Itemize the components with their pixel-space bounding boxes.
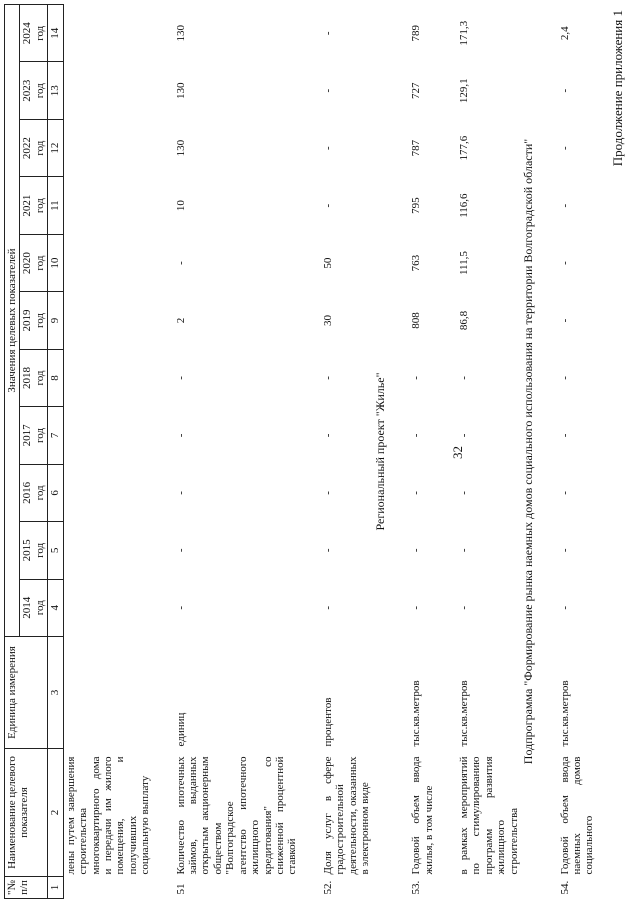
header-year-number: 2015 <box>21 539 34 562</box>
indicator-value: - <box>321 605 334 610</box>
header-year <box>20 407 48 464</box>
header-year <box>20 579 48 636</box>
indicator-value <box>63 464 152 521</box>
table-row <box>153 5 300 899</box>
column-number: 4 <box>48 579 63 636</box>
indicator-value: - <box>174 376 187 380</box>
indicator-value: - <box>558 318 571 323</box>
section-heading: Региональный проект "Жилье" <box>372 372 387 531</box>
indicator-name: Доля услуг в сфере градостроительной деятельности, оказанных в электронном виде <box>321 756 372 875</box>
column-number: 2 <box>48 749 63 877</box>
indicator-name: лены путем завершения строительства многоквартирного дома и передачи им жилого помещения, и получивших социальную выплату <box>64 756 152 875</box>
row-number <box>63 877 152 899</box>
table-row <box>63 5 152 899</box>
indicator-value: 795 <box>410 197 423 214</box>
indicator-value: 808 <box>410 312 423 329</box>
indicator-value: - <box>410 433 423 438</box>
indicator-value: 10 <box>174 200 187 212</box>
header-year <box>20 5 48 62</box>
indicator-value: - <box>321 548 334 553</box>
header-number: "№ п/п <box>5 877 48 899</box>
row-number: 51 <box>174 883 187 895</box>
indicator-value: - <box>558 605 571 610</box>
header-year-suffix: год <box>33 370 46 386</box>
indicator-value: 763 <box>410 254 423 272</box>
header-year <box>20 522 48 579</box>
indicator-value: 171,3 <box>457 20 470 46</box>
indicator-value: - <box>321 376 334 380</box>
header-year-number: 2024 <box>21 22 34 45</box>
indicator-value: 787 <box>410 139 423 157</box>
header-year-number: 2016 <box>21 481 34 504</box>
indicator-value: 111,5 <box>457 251 470 276</box>
indicator-value: - <box>174 548 187 553</box>
indicator-value <box>63 522 152 579</box>
header-year-suffix: год <box>33 83 46 99</box>
header-year-suffix: год <box>33 313 46 329</box>
column-number: 8 <box>48 349 63 406</box>
indicator-value <box>63 5 152 62</box>
column-number: 1 <box>48 877 63 899</box>
indicator-name: Количество ипотечных займов, выданных открытым акционерным обществом "Волгоградское агентство ипотечного жилищного кредитования" со сниженной процентной ставкой <box>174 756 299 875</box>
indicator-value: - <box>410 376 423 380</box>
continuation-label: Продолжение приложения 1 <box>610 10 625 167</box>
indicator-value: - <box>558 146 571 150</box>
column-number: 14 <box>48 5 63 62</box>
row-number <box>436 877 521 899</box>
header-unit: Единица измерения <box>5 637 48 749</box>
row-number: 54. <box>558 880 571 895</box>
page-number: 32 <box>450 446 465 459</box>
section-heading-row <box>521 5 537 899</box>
indicator-value <box>63 234 152 291</box>
column-number: 5 <box>48 522 63 579</box>
indicator-value: - <box>410 491 423 495</box>
unit: единиц <box>174 712 187 747</box>
header-year-number: 2023 <box>21 79 34 102</box>
header-year <box>20 292 48 349</box>
section-heading-row <box>373 5 389 899</box>
indicator-value: - <box>457 548 470 553</box>
indicator-name: в рамках мероприятий по стимулированию программ развития жилищного строительства <box>457 756 520 875</box>
indicator-value: - <box>321 433 334 438</box>
indicator-value: 789 <box>410 24 423 42</box>
header-year-suffix: год <box>33 140 46 156</box>
indicator-value: 129,1 <box>457 78 470 104</box>
indicator-value <box>63 119 152 176</box>
indicator-value: 177,6 <box>457 135 470 161</box>
unit: процентов <box>321 697 334 747</box>
indicator-value: - <box>321 203 334 208</box>
header-year-suffix: год <box>33 485 46 501</box>
header-year-number: 2017 <box>21 424 34 447</box>
header-year-suffix: год <box>33 600 46 616</box>
header-year-number: 2020 <box>21 252 34 275</box>
column-number: 7 <box>48 407 63 464</box>
header-year-number: 2022 <box>21 137 34 160</box>
indicator-value <box>63 579 152 636</box>
indicator-value: - <box>174 491 187 495</box>
header-year-number: 2014 <box>21 596 34 619</box>
column-number: 11 <box>48 177 63 234</box>
indicator-value: - <box>457 605 470 610</box>
unit: тыс.кв.метров <box>410 680 423 747</box>
unit: тыс.кв.метров <box>457 680 470 747</box>
header-year-suffix: год <box>33 427 46 443</box>
column-number: 13 <box>48 62 63 119</box>
header-name: Наименование целевого показателя <box>5 749 48 877</box>
header-values-group: Значения целевых показателей <box>5 5 20 637</box>
table-row <box>388 5 436 899</box>
section-heading: Подпрограмма "Формирование рынка наемных домов социального использования на территории Волгоградской области" <box>521 138 536 765</box>
header-year <box>20 119 48 176</box>
table-row <box>537 5 597 899</box>
table-row <box>436 5 521 899</box>
row-number: 53. <box>410 880 423 895</box>
indicator-value: - <box>410 548 423 553</box>
indicator-value: - <box>457 376 470 380</box>
indicator-value: - <box>457 433 470 438</box>
header-year-suffix: год <box>33 25 46 41</box>
column-numbers-row <box>48 5 63 899</box>
indicator-value: 130 <box>174 139 187 157</box>
indicator-value <box>63 349 152 406</box>
indicator-value: 130 <box>174 82 187 99</box>
indicator-value: - <box>558 88 571 93</box>
indicator-value <box>63 62 152 119</box>
header-year-suffix: год <box>33 255 46 271</box>
row-number: 52. <box>321 880 334 895</box>
column-number: 10 <box>48 234 63 291</box>
header-year-number: 2021 <box>21 194 34 217</box>
indicator-value: - <box>321 31 334 36</box>
indicator-value: - <box>321 491 334 495</box>
header-year-number: 2018 <box>21 366 34 389</box>
indicator-value: - <box>558 203 571 208</box>
indicator-value: - <box>558 548 571 553</box>
column-number: 3 <box>48 637 63 749</box>
indicator-value: - <box>321 88 334 93</box>
indicator-value: - <box>174 261 187 265</box>
indicator-value: - <box>558 491 571 495</box>
column-number: 6 <box>48 464 63 521</box>
indicator-value <box>63 177 152 234</box>
table-row <box>300 5 373 899</box>
column-number: 9 <box>48 292 63 349</box>
indicator-value: 30 <box>321 315 334 327</box>
header-year-number: 2019 <box>21 309 34 332</box>
header-year-suffix: год <box>33 198 46 214</box>
indicator-value: - <box>457 491 470 495</box>
indicator-value: 116,6 <box>457 193 470 218</box>
indicator-value: 86,8 <box>457 310 470 331</box>
header-year-suffix: год <box>33 542 46 558</box>
header-year <box>20 464 48 521</box>
indicator-value <box>63 292 152 349</box>
indicator-value: 2,4 <box>558 26 571 41</box>
unit: тыс.кв.метров <box>558 680 571 747</box>
indicator-value: - <box>558 433 571 438</box>
indicators-table <box>4 4 597 899</box>
indicator-value: - <box>558 261 571 265</box>
header-year <box>20 177 48 234</box>
header-year <box>20 62 48 119</box>
indicator-value: 727 <box>410 82 423 99</box>
indicator-name: Годовой объем ввода наемных домов социального <box>558 756 596 875</box>
indicator-value: 2 <box>174 317 187 324</box>
indicator-value: - <box>174 605 187 610</box>
indicator-value: 50 <box>321 257 334 269</box>
header-year <box>20 234 48 291</box>
indicator-value: - <box>410 605 423 610</box>
column-number: 12 <box>48 119 63 176</box>
indicator-value: - <box>174 433 187 438</box>
header-year <box>20 349 48 406</box>
indicator-value: 130 <box>174 24 187 42</box>
indicator-value <box>63 407 152 464</box>
indicator-name: Годовой объем ввода жилья, в том числе <box>410 756 435 875</box>
indicator-value: - <box>558 376 571 380</box>
indicator-value: - <box>321 146 334 150</box>
unit <box>63 637 152 749</box>
